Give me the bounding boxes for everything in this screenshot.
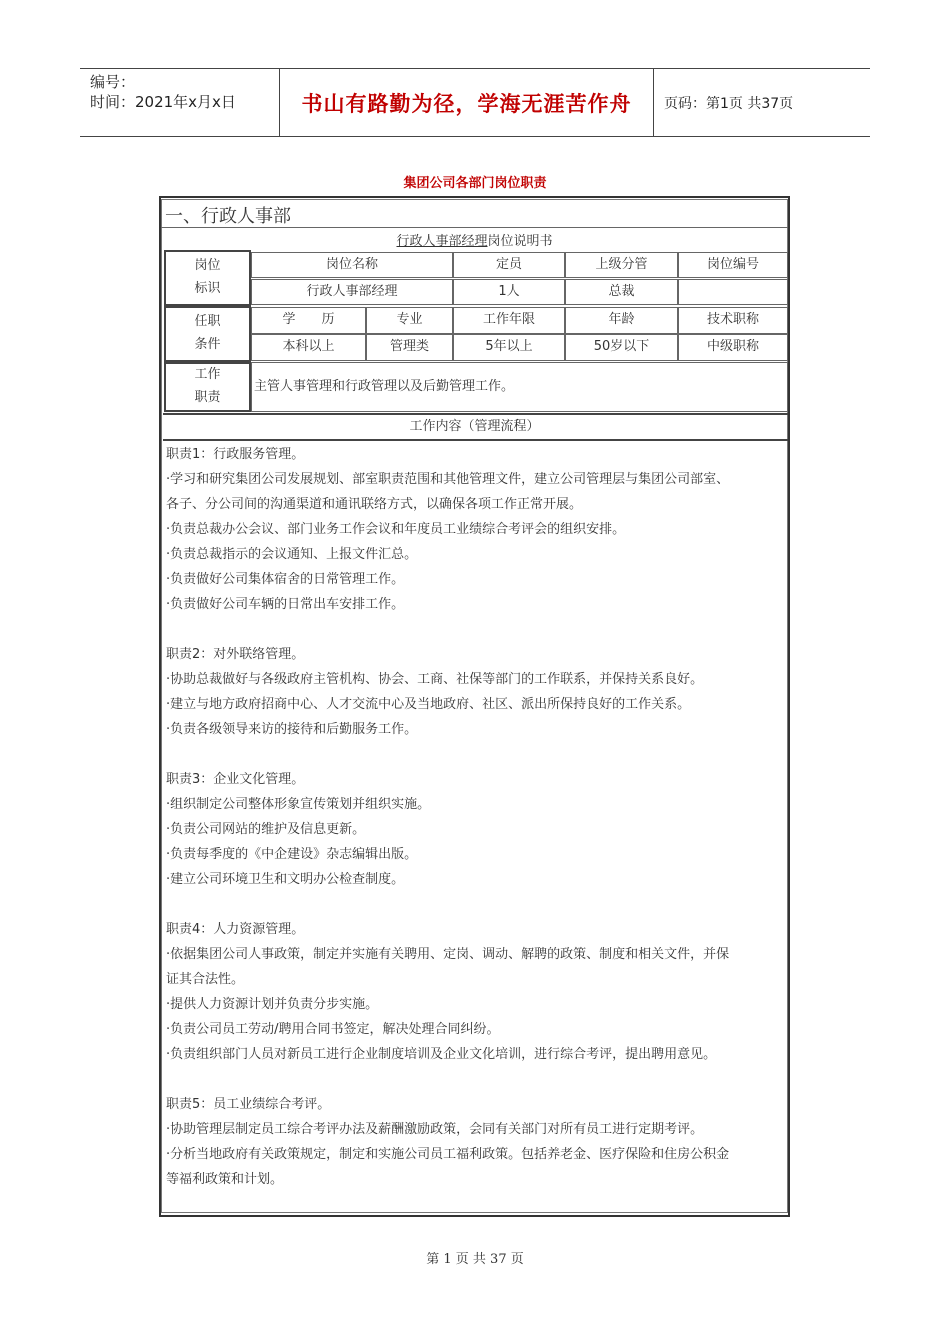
paragraph-gap xyxy=(166,892,786,917)
duty-line: ·学习和研究集团公司发展规划、部室职责范围和其他管理文件，建立公司管理层与集团公司部室、 xyxy=(166,472,730,487)
requirements-group-label xyxy=(164,306,251,362)
identity-value-name: 行政人事部经理 xyxy=(251,279,453,305)
divider xyxy=(161,227,788,228)
identity-header-supervisor: 上级分管 xyxy=(565,252,678,278)
duty-line: ·依据集团公司人事政策，制定并实施有关聘用、定岗、调动、解聘的政策、制度和相关文件，并保 xyxy=(166,947,730,962)
req-value-years: 5年以上 xyxy=(453,334,565,361)
header-page-cell xyxy=(654,69,870,136)
duty-line: ·建立公司环境卫生和文明办公检查制度。 xyxy=(166,872,405,887)
sheet-title xyxy=(161,230,788,249)
identity-header-code: 岗位编号 xyxy=(678,252,788,278)
duty-content xyxy=(166,442,786,1192)
paragraph-gap xyxy=(166,742,786,767)
duty-line: 证其合法性。 xyxy=(166,972,245,987)
req-value-major: 管理类 xyxy=(366,334,453,361)
identity-label-1: 岗位 xyxy=(194,258,221,274)
duty-line: ·组织制定公司整体形象宣传策划并组织实施。 xyxy=(166,797,431,812)
duty-heading: 职责1：行政服务管理。 xyxy=(166,447,305,462)
sheet-title-position: 行政人事部经理 xyxy=(396,234,488,249)
duty-line: ·分析当地政府有关政策规定，制定和实施公司员工福利政策。包括养老金、医疗保险和住房公积金 xyxy=(166,1147,730,1162)
header-meta xyxy=(80,69,280,136)
requirements-label-1: 任职 xyxy=(194,314,221,330)
header-motto-cell xyxy=(280,69,654,136)
identity-group-label xyxy=(164,250,251,306)
req-value-education: 本科以上 xyxy=(251,334,366,361)
paragraph-gap xyxy=(166,617,786,642)
duty-label-1: 工作 xyxy=(194,367,221,383)
duty-heading: 职责3：企业文化管理。 xyxy=(166,772,305,787)
duty-line: ·负责每季度的《中企建设》杂志编辑出版。 xyxy=(166,847,418,862)
duty-line: ·负责做好公司车辆的日常出车安排工作。 xyxy=(166,597,405,612)
duty-label-2: 职责 xyxy=(194,390,221,405)
duty-line: ·协助管理层制定员工综合考评办法及薪酬激励政策，会同有关部门对所有员工进行定期考评。 xyxy=(166,1122,704,1137)
time-label: 时间：2021年x月x日 xyxy=(90,93,236,111)
req-value-title: 中级职称 xyxy=(678,334,788,361)
identity-label-2: 标识 xyxy=(194,281,221,296)
motto: 书山有路勤为径，学海无涯苦作舟 xyxy=(301,91,632,116)
duty-line: ·负责总裁指示的会议通知、上报文件汇总。 xyxy=(166,547,418,562)
duty-heading: 职责4：人力资源管理。 xyxy=(166,922,305,937)
duty-heading: 职责5：员工业绩综合考评。 xyxy=(166,1097,331,1112)
page-footer: 第 1 页 共 37 页 xyxy=(426,1252,524,1267)
duty-line: ·负责各级领导来访的接待和后勤服务工作。 xyxy=(166,722,418,737)
duty-heading: 职责2：对外联络管理。 xyxy=(166,647,305,662)
req-header-major: 专业 xyxy=(366,307,453,334)
duty-group-label xyxy=(164,362,251,412)
department-heading: 一、行政人事部 xyxy=(165,206,291,227)
duty-line: ·负责公司网站的维护及信息更新。 xyxy=(166,822,366,837)
identity-value-headcount: 1人 xyxy=(453,279,565,305)
identity-header-name: 岗位名称 xyxy=(251,252,453,278)
req-header-title: 技术职称 xyxy=(678,307,788,334)
identity-header-headcount: 定员 xyxy=(453,252,565,278)
req-value-age: 50岁以下 xyxy=(565,334,678,361)
duty-line: ·协助总裁做好与各级政府主管机构、协会、工商、社保等部门的工作联系，并保持关系良好。 xyxy=(166,672,704,687)
duty-line: ·提供人力资源计划并负责分步实施。 xyxy=(166,997,379,1012)
requirements-label-2: 条件 xyxy=(194,337,221,352)
identity-value-code xyxy=(678,279,788,305)
identity-value-supervisor: 总裁 xyxy=(565,279,678,305)
duty-line: 等福利政策和计划。 xyxy=(166,1172,284,1187)
req-header-years: 工作年限 xyxy=(453,307,565,334)
duty-line: ·负责公司员工劳动/聘用合同书签定，解决处理合同纠纷。 xyxy=(166,1022,500,1037)
page-info: 页码：第1页 共37页 xyxy=(664,95,794,112)
document-title: 集团公司各部门岗位职责 xyxy=(403,176,547,191)
duty-line: ·负责组织部门人员对新员工进行企业制度培训及企业文化培训，进行综合考评，提出聘用意见。 xyxy=(166,1047,717,1062)
number-label: 编号： xyxy=(90,73,136,91)
duty-line: ·建立与地方政府招商中心、人才交流中心及当地政府、社区、派出所保持良好的工作关系。 xyxy=(166,697,691,712)
duty-line: 各子、分公司间的沟通渠道和通讯联络方式，以确保各项工作正常开展。 xyxy=(166,497,583,512)
duty-line: ·负责做好公司集体宿舍的日常管理工作。 xyxy=(166,572,405,587)
divider xyxy=(163,439,788,441)
page-header xyxy=(80,68,870,137)
sheet-title-rest: 岗位说明书 xyxy=(487,234,553,249)
req-header-education: 学 历 xyxy=(251,307,366,334)
duty-summary: 主管人事管理和行政管理以及后勤管理工作。 xyxy=(251,362,788,412)
duty-line: ·负责总裁办公会议、部门业务工作会议和年度员工业绩综合考评会的组织安排。 xyxy=(166,522,626,537)
content-header: 工作内容（管理流程） xyxy=(409,418,540,434)
req-header-age: 年龄 xyxy=(565,307,678,334)
paragraph-gap xyxy=(166,1067,786,1092)
